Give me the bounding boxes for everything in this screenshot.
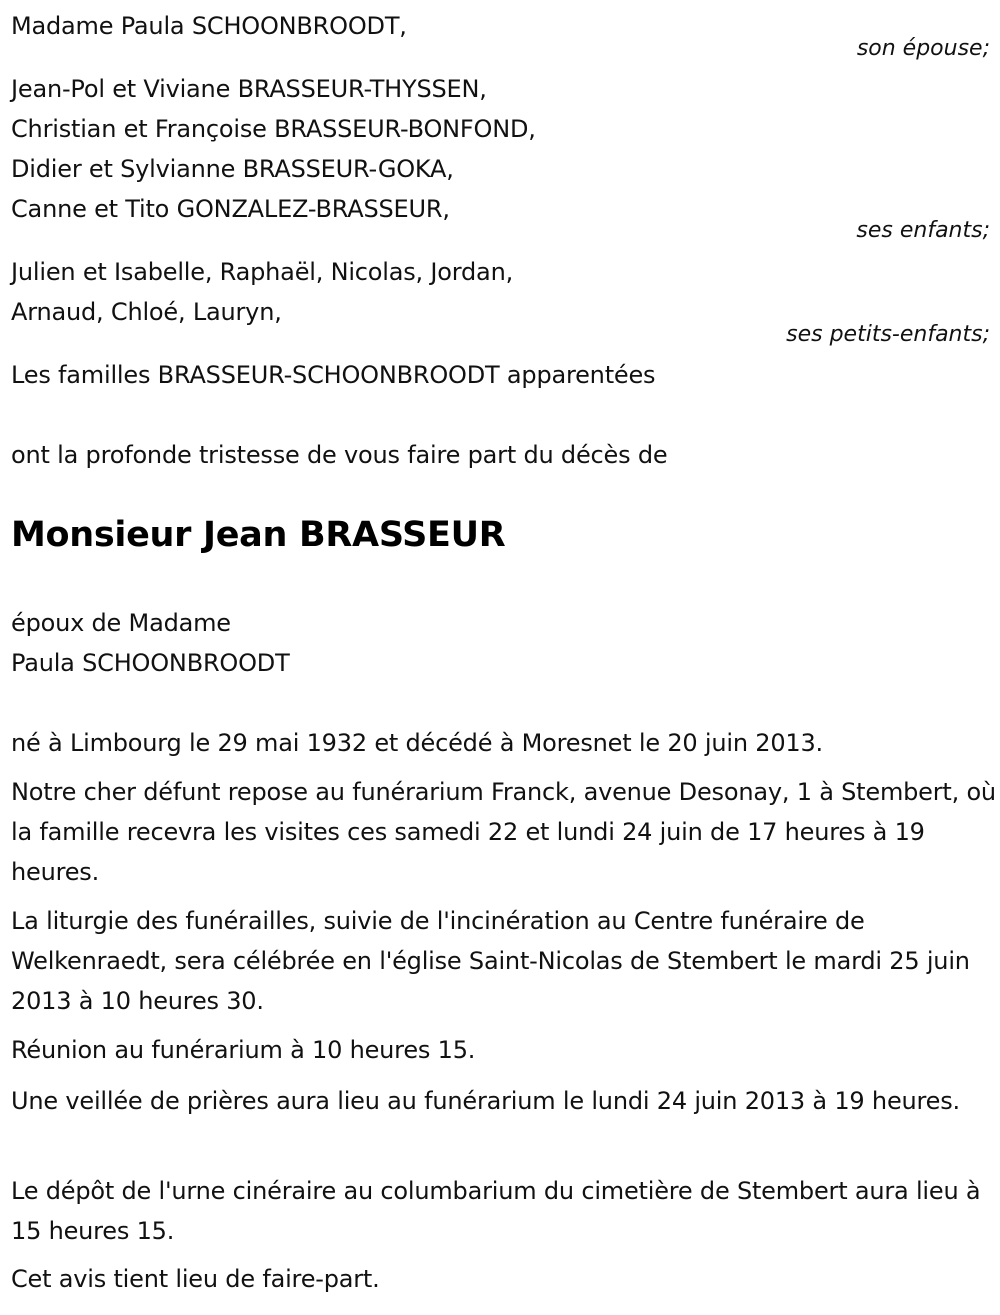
deceased-spouse-line: époux de Madame: [11, 609, 231, 637]
spouse-name: Madame Paula SCHOONBROODT,: [11, 12, 407, 40]
grandchildren-line: Julien et Isabelle, Raphaël, Nicolas, Jordan,: [11, 258, 514, 286]
spouse-role: son épouse;: [856, 36, 990, 61]
announcement-line: ont la profonde tristesse de vous faire part du décès de: [11, 441, 668, 469]
child-line: Jean-Pol et Viviane BRASSEUR-THYSSEN,: [11, 75, 487, 103]
child-line: Christian et Françoise BRASSEUR-BONFOND,: [11, 115, 536, 143]
paragraph-visitation: Notre cher défunt repose au funérarium Franck, avenue Desonay, 1 à Stembert, où la famille recevra les visites ces samedi 22 et lundi 24 juin de 17 heures à 19 heures.: [11, 778, 996, 886]
paragraph-meeting: Réunion au funérarium à 10 heures 15.: [11, 1036, 476, 1064]
paragraph-urn: Le dépôt de l'urne cinéraire au columbarium du cimetière de Stembert aura lieu à 15 heures 15.: [11, 1177, 981, 1245]
deceased-spouse-line: Paula SCHOONBROODT: [11, 649, 290, 677]
child-line: Canne et Tito GONZALEZ-BRASSEUR,: [11, 195, 450, 223]
paragraph-liturgy: La liturgie des funérailles, suivie de l'incinération au Centre funéraire de Welkenraedt, sera célébrée en l'église Saint-Nicolas de Stembert le mardi 25 juin 2013 à 10 heures 30.: [11, 907, 970, 1015]
grandchildren-line: Arnaud, Chloé, Lauryn,: [11, 298, 282, 326]
grandchildren-role: ses petits-enfants;: [786, 322, 990, 347]
paragraph-closing: Cet avis tient lieu de faire-part.: [11, 1265, 380, 1293]
child-line: Didier et Sylvianne BRASSEUR-GOKA,: [11, 155, 454, 183]
birth-death-line: né à Limbourg le 29 mai 1932 et décédé à Moresnet le 20 juin 2013.: [11, 729, 823, 757]
paragraph-vigil: Une veillée de prières aura lieu au funérarium le lundi 24 juin 2013 à 19 heures.: [11, 1087, 960, 1115]
deceased-name: Monsieur Jean BRASSEUR: [11, 515, 506, 555]
relatives-line: Les familles BRASSEUR-SCHOONBROODT apparentées: [11, 361, 656, 389]
children-role: ses enfants;: [856, 218, 990, 243]
